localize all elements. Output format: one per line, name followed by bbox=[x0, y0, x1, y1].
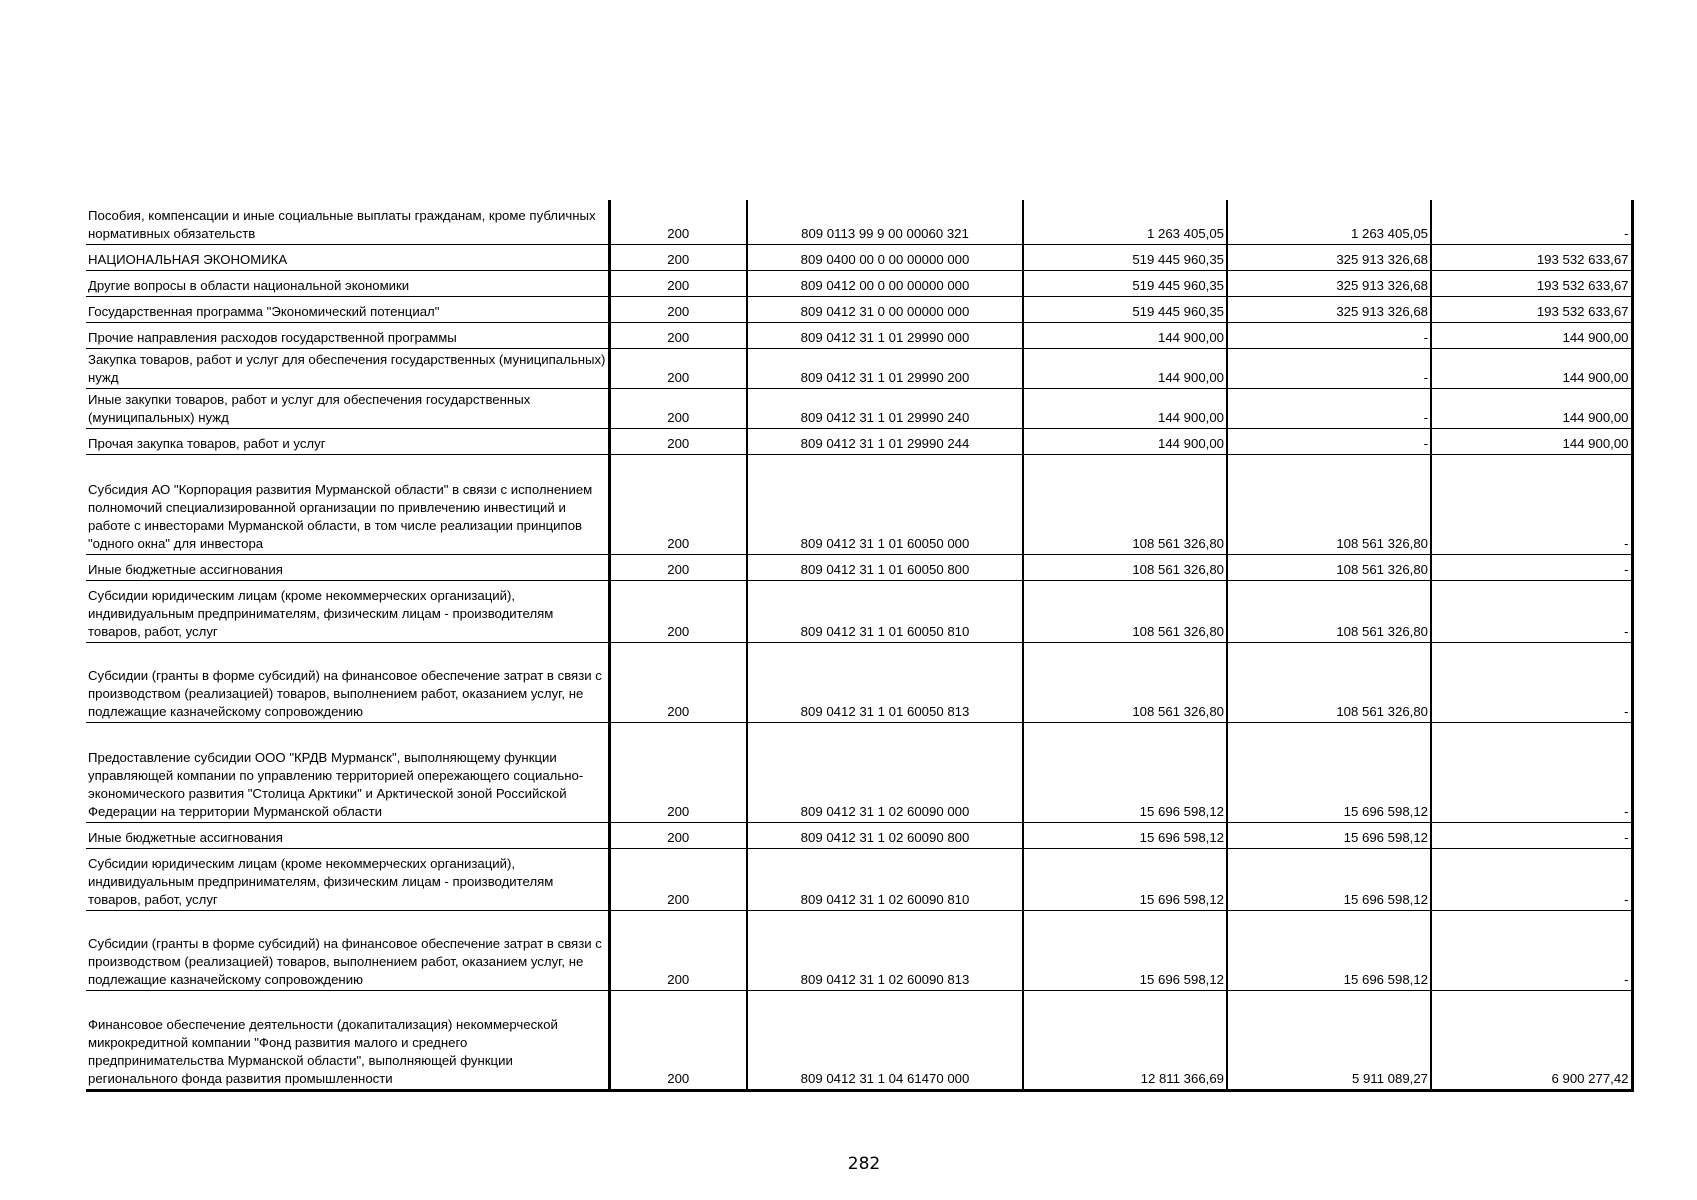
row-line-code-cell: 200 bbox=[609, 848, 747, 910]
row-executed-cell: 325 913 326,68 bbox=[1227, 244, 1431, 270]
row-approved-cell: 108 561 326,80 bbox=[1023, 554, 1227, 580]
row-line-code-cell: 200 bbox=[609, 200, 747, 244]
row-executed-cell: 5 911 089,27 bbox=[1227, 990, 1431, 1090]
row-budget-code-cell: 809 0412 31 1 01 29990 244 bbox=[747, 428, 1023, 454]
row-unexecuted-cell: - bbox=[1431, 554, 1632, 580]
row-unexecuted-cell: - bbox=[1431, 454, 1632, 554]
table-row bbox=[86, 244, 1632, 270]
row-unexecuted-cell: 193 532 633,67 bbox=[1431, 270, 1632, 296]
table-row bbox=[86, 270, 1632, 296]
row-budget-code-cell: 809 0412 00 0 00 00000 000 bbox=[747, 270, 1023, 296]
row-executed-cell: 15 696 598,12 bbox=[1227, 822, 1431, 848]
row-line-code-cell: 200 bbox=[609, 722, 747, 822]
row-budget-code-cell: 809 0412 31 1 01 29990 240 bbox=[747, 388, 1023, 428]
row-name-cell: Субсидии (гранты в форме субсидий) на финансовое обеспечение затрат в связи с производством (реализацией) товаров, выполнением работ, оказанием услуг, не подлежащие казначейскому сопровождению bbox=[88, 667, 602, 719]
table-row bbox=[86, 200, 1632, 244]
row-executed-cell: 325 913 326,68 bbox=[1227, 296, 1431, 322]
row-name-cell: Другие вопросы в области национальной экономики bbox=[88, 277, 410, 293]
row-unexecuted-cell: - bbox=[1431, 722, 1632, 822]
row-line-code-cell: 200 bbox=[609, 270, 747, 296]
row-budget-code-cell: 809 0412 31 1 02 60090 810 bbox=[747, 848, 1023, 910]
row-executed-cell: - bbox=[1227, 388, 1431, 428]
row-name-cell: Прочие направления расходов государственной программы bbox=[88, 329, 457, 345]
row-approved-cell: 15 696 598,12 bbox=[1023, 848, 1227, 910]
row-unexecuted-cell: 144 900,00 bbox=[1431, 322, 1632, 348]
row-executed-cell: 15 696 598,12 bbox=[1227, 848, 1431, 910]
row-executed-cell: 108 561 326,80 bbox=[1227, 454, 1431, 554]
row-approved-cell: 519 445 960,35 bbox=[1023, 244, 1227, 270]
row-executed-cell: 108 561 326,80 bbox=[1227, 580, 1431, 642]
row-name-cell: Финансовое обеспечение деятельности (докапитализация) некоммерческой микрокредитной компании "Фонд развития малого и среднего предпринимательства Мурманской области", выполняющей функции регионального фонда развития промышленности bbox=[88, 1016, 558, 1086]
row-line-code-cell: 200 bbox=[609, 642, 747, 722]
table-row bbox=[86, 580, 1632, 642]
row-name-cell: НАЦИОНАЛЬНАЯ ЭКОНОМИКА bbox=[88, 251, 288, 267]
row-name-cell: Иные бюджетные ассигнования bbox=[88, 561, 283, 577]
row-name-cell: Субсидии юридическим лицам (кроме некоммерческих организаций), индивидуальным предпринимателям, физическим лицам - производителям товаров, работ, услуг bbox=[88, 855, 554, 907]
row-approved-cell: 1 263 405,05 bbox=[1023, 200, 1227, 244]
row-budget-code-cell: 809 0412 31 1 02 60090 000 bbox=[747, 722, 1023, 822]
row-unexecuted-cell: 6 900 277,42 bbox=[1431, 990, 1632, 1090]
budget-execution-table bbox=[86, 200, 1634, 1092]
row-approved-cell: 108 561 326,80 bbox=[1023, 642, 1227, 722]
row-approved-cell: 15 696 598,12 bbox=[1023, 722, 1227, 822]
row-line-code-cell: 200 bbox=[609, 296, 747, 322]
table-row bbox=[86, 554, 1632, 580]
table-row bbox=[86, 722, 1632, 822]
row-budget-code-cell: 809 0412 31 1 04 61470 000 bbox=[747, 990, 1023, 1090]
table-row bbox=[86, 822, 1632, 848]
row-budget-code-cell: 809 0412 31 1 01 60050 813 bbox=[747, 642, 1023, 722]
row-name-cell: Предоставление субсидии ООО "КРДВ Мурманск", выполняющему функции управляющей компании по управлению территорией опережающего социально-экономического развития "Столица Арктики" и Арктической зоной Российской Федерации на территории Мурманской области bbox=[88, 749, 584, 819]
row-unexecuted-cell: - bbox=[1431, 580, 1632, 642]
row-unexecuted-cell: - bbox=[1431, 848, 1632, 910]
row-budget-code-cell: 809 0412 31 1 02 60090 813 bbox=[747, 910, 1023, 990]
row-unexecuted-cell: - bbox=[1431, 200, 1632, 244]
row-executed-cell: 325 913 326,68 bbox=[1227, 270, 1431, 296]
row-budget-code-cell: 809 0113 99 9 00 00060 321 bbox=[747, 200, 1023, 244]
row-line-code-cell: 200 bbox=[609, 990, 747, 1090]
table-row bbox=[86, 848, 1632, 910]
row-line-code-cell: 200 bbox=[609, 388, 747, 428]
row-name-cell: Субсидии (гранты в форме субсидий) на финансовое обеспечение затрат в связи с производством (реализацией) товаров, выполнением работ, оказанием услуг, не подлежащие казначейскому сопровождению bbox=[88, 935, 602, 987]
row-unexecuted-cell: - bbox=[1431, 910, 1632, 990]
row-name-cell: Пособия, компенсации и иные социальные выплаты гражданам, кроме публичных нормативных обязательств bbox=[88, 207, 596, 241]
row-name-cell: Иные бюджетные ассигнования bbox=[88, 829, 283, 845]
row-name-cell: Субсидии юридическим лицам (кроме некоммерческих организаций), индивидуальным предпринимателям, физическим лицам - производителям товаров, работ, услуг bbox=[88, 587, 554, 639]
row-name-cell: Государственная программа "Экономический потенциал" bbox=[88, 303, 440, 319]
row-approved-cell: 108 561 326,80 bbox=[1023, 580, 1227, 642]
row-unexecuted-cell: 144 900,00 bbox=[1431, 428, 1632, 454]
table-row bbox=[86, 296, 1632, 322]
row-name-cell: Прочая закупка товаров, работ и услуг bbox=[88, 435, 326, 451]
table-row bbox=[86, 388, 1632, 428]
table-body bbox=[86, 200, 1632, 1090]
row-budget-code-cell: 809 0400 00 0 00 00000 000 bbox=[747, 244, 1023, 270]
row-approved-cell: 144 900,00 bbox=[1023, 428, 1227, 454]
table-row bbox=[86, 428, 1632, 454]
row-budget-code-cell: 809 0412 31 1 01 60050 810 bbox=[747, 580, 1023, 642]
row-unexecuted-cell: 144 900,00 bbox=[1431, 388, 1632, 428]
row-line-code-cell: 200 bbox=[609, 822, 747, 848]
row-name-cell: Иные закупки товаров, работ и услуг для обеспечения государственных (муниципальных) нужд bbox=[88, 391, 531, 425]
row-line-code-cell: 200 bbox=[609, 428, 747, 454]
row-approved-cell: 144 900,00 bbox=[1023, 388, 1227, 428]
row-approved-cell: 519 445 960,35 bbox=[1023, 270, 1227, 296]
row-line-code-cell: 200 bbox=[609, 244, 747, 270]
row-line-code-cell: 200 bbox=[609, 910, 747, 990]
row-executed-cell: 108 561 326,80 bbox=[1227, 642, 1431, 722]
row-approved-cell: 15 696 598,12 bbox=[1023, 822, 1227, 848]
row-name-cell: Субсидия АО "Корпорация развития Мурманской области" в связи с исполнением полномочий специализированной организации по привлечению инвестиций и работе с инвесторами Мурманской области, в том числе реализации принципов "одного окна" для инвестора bbox=[88, 481, 593, 551]
row-approved-cell: 108 561 326,80 bbox=[1023, 454, 1227, 554]
table-row bbox=[86, 642, 1632, 722]
row-line-code-cell: 200 bbox=[609, 322, 747, 348]
row-unexecuted-cell: 144 900,00 bbox=[1431, 348, 1632, 388]
row-approved-cell: 12 811 366,69 bbox=[1023, 990, 1227, 1090]
row-executed-cell: 15 696 598,12 bbox=[1227, 910, 1431, 990]
row-unexecuted-cell: 193 532 633,67 bbox=[1431, 296, 1632, 322]
table-row bbox=[86, 910, 1632, 990]
page-number: 282 bbox=[847, 1154, 881, 1174]
row-line-code-cell: 200 bbox=[609, 454, 747, 554]
row-approved-cell: 15 696 598,12 bbox=[1023, 910, 1227, 990]
row-executed-cell: - bbox=[1227, 428, 1431, 454]
row-executed-cell: 1 263 405,05 bbox=[1227, 200, 1431, 244]
row-approved-cell: 144 900,00 bbox=[1023, 348, 1227, 388]
row-budget-code-cell: 809 0412 31 1 02 60090 800 bbox=[747, 822, 1023, 848]
row-budget-code-cell: 809 0412 31 1 01 60050 800 bbox=[747, 554, 1023, 580]
row-budget-code-cell: 809 0412 31 1 01 29990 000 bbox=[747, 322, 1023, 348]
row-unexecuted-cell: - bbox=[1431, 822, 1632, 848]
row-executed-cell: 15 696 598,12 bbox=[1227, 722, 1431, 822]
row-executed-cell: - bbox=[1227, 348, 1431, 388]
row-line-code-cell: 200 bbox=[609, 580, 747, 642]
row-budget-code-cell: 809 0412 31 1 01 60050 000 bbox=[747, 454, 1023, 554]
row-unexecuted-cell: - bbox=[1431, 642, 1632, 722]
row-executed-cell: 108 561 326,80 bbox=[1227, 554, 1431, 580]
row-unexecuted-cell: 193 532 633,67 bbox=[1431, 244, 1632, 270]
row-approved-cell: 519 445 960,35 bbox=[1023, 296, 1227, 322]
table-row bbox=[86, 348, 1632, 388]
row-budget-code-cell: 809 0412 31 1 01 29990 200 bbox=[747, 348, 1023, 388]
row-name-cell: Закупка товаров, работ и услуг для обеспечения государственных (муниципальных) нужд bbox=[88, 351, 606, 385]
row-line-code-cell: 200 bbox=[609, 348, 747, 388]
table-row bbox=[86, 322, 1632, 348]
row-line-code-cell: 200 bbox=[609, 554, 747, 580]
table-row bbox=[86, 990, 1632, 1090]
row-executed-cell: - bbox=[1227, 322, 1431, 348]
row-approved-cell: 144 900,00 bbox=[1023, 322, 1227, 348]
table-row bbox=[86, 454, 1632, 554]
row-budget-code-cell: 809 0412 31 0 00 00000 000 bbox=[747, 296, 1023, 322]
